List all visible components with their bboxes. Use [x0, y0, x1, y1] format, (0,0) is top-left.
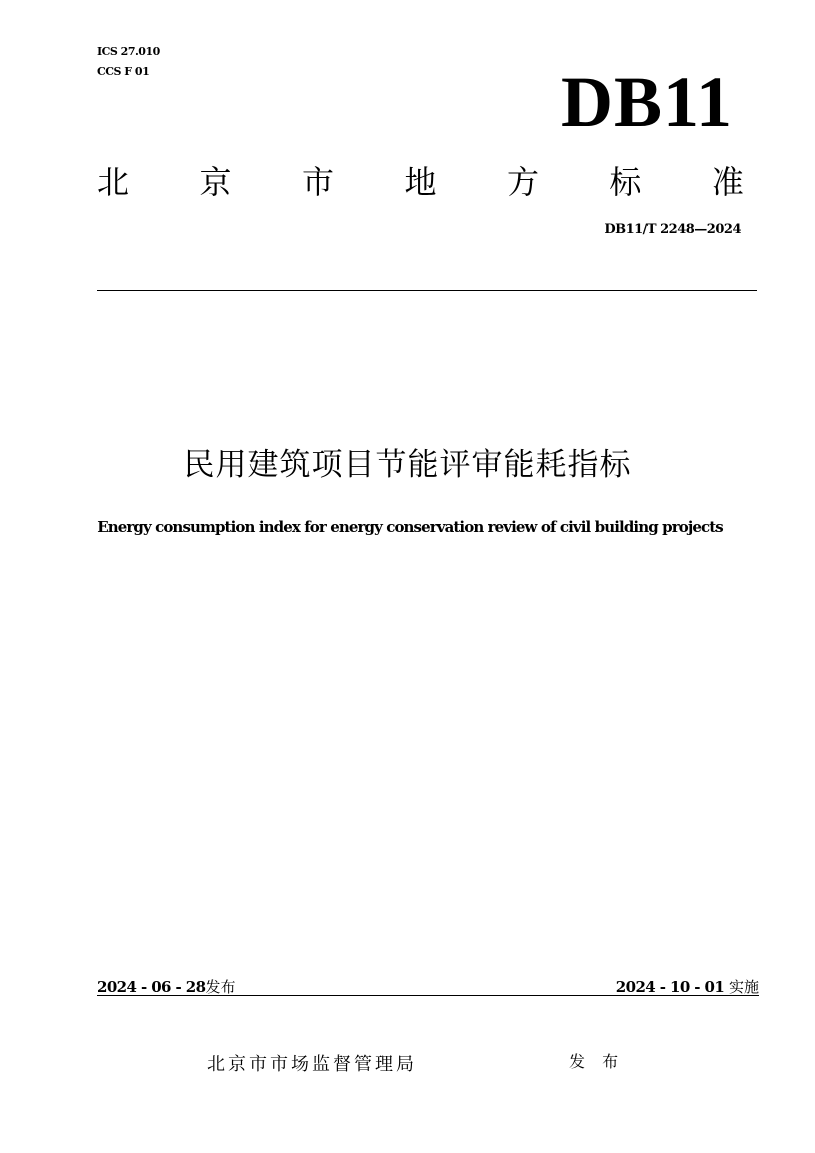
- issue-label: 发 布: [569, 1052, 625, 1071]
- db11-logo: DB11: [560, 62, 733, 142]
- standard-type-heading: [97, 158, 744, 206]
- implement-date-block: [616, 977, 759, 997]
- publish-date: 2024 - 06 - 28: [97, 978, 206, 996]
- date-divider: [97, 995, 759, 996]
- classification-codes: [97, 42, 160, 82]
- standard-type-char: 方: [506, 163, 539, 201]
- standard-type-char: 准: [711, 163, 744, 201]
- standard-type-char: 地: [404, 163, 437, 201]
- ics-code: ICS 27.010: [97, 45, 160, 58]
- standard-type-char: 北: [97, 163, 130, 201]
- standard-type-char: 标: [609, 163, 642, 201]
- standard-type-char: 京: [199, 163, 232, 201]
- document-title-english: Energy consumption index for energy conservation review of civil building projects: [97, 518, 723, 536]
- header-divider: [97, 290, 757, 291]
- standard-number: DB11/T 2248—2024: [604, 222, 741, 237]
- document-title-chinese: 民用建筑项目节能评审能耗指标: [183, 447, 632, 483]
- implement-label: 实施: [728, 978, 759, 996]
- implement-date: 2024 - 10 - 01: [615, 978, 725, 996]
- issuing-authority: 北京市市场监督管理局: [207, 1054, 417, 1075]
- ccs-code: CCS F 01: [97, 65, 150, 78]
- standard-type-char: 市: [301, 163, 334, 201]
- publish-label: 发布: [205, 978, 236, 996]
- publish-date-block: [97, 977, 235, 997]
